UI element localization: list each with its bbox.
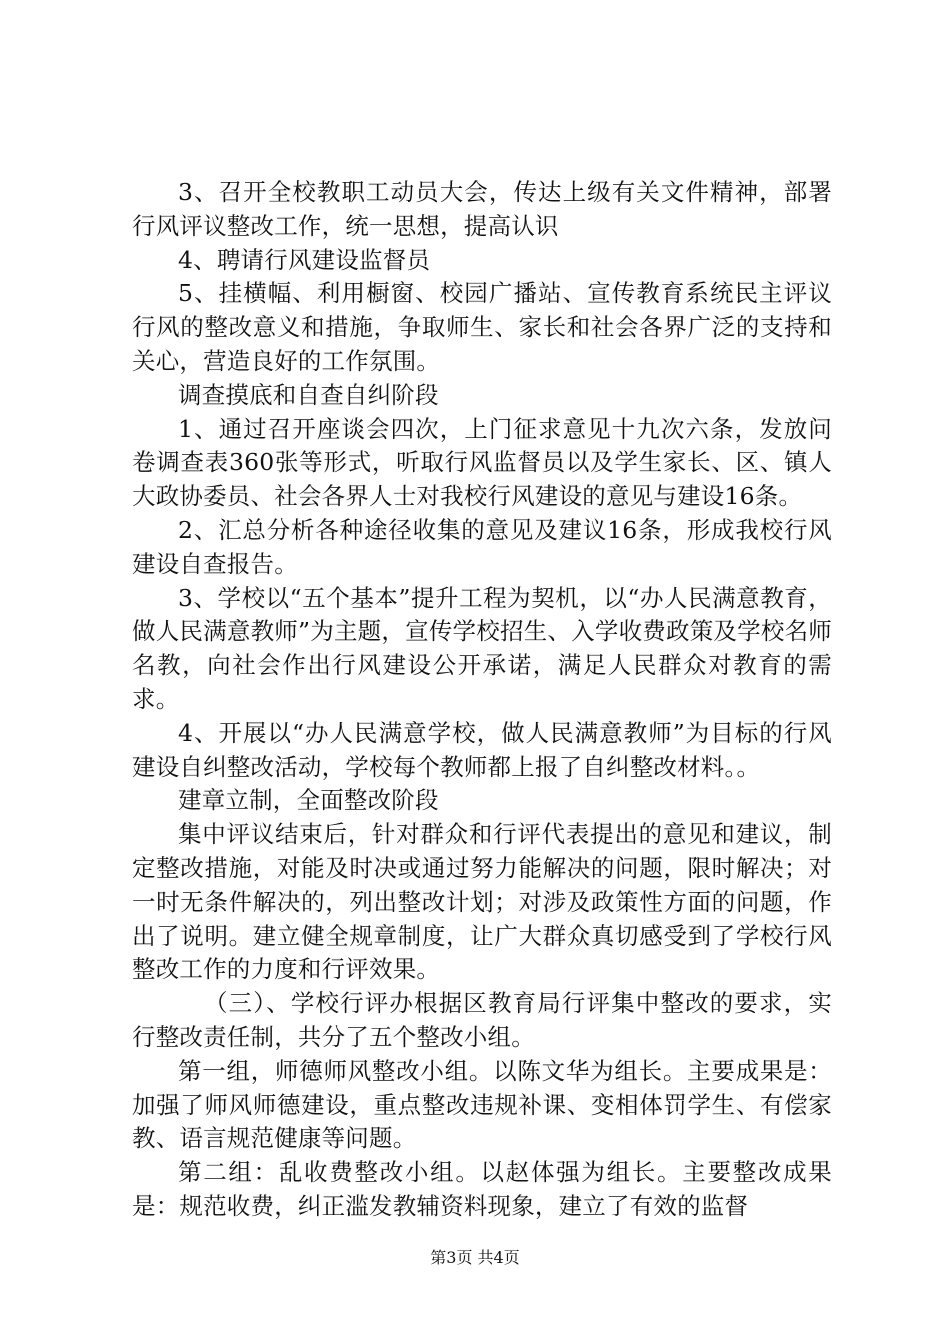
body-text — [132, 176, 832, 1224]
page-number-footer: 第3页 共4页 — [430, 1248, 520, 1267]
paragraph-group-two: 第二组：乱收费整改小组。以赵体强为组长。主要整改成果是：规范收费，纠正滥发教辅资料现象，建立了有效的监督 — [132, 1158, 832, 1220]
paragraph-group-one: 第一组，师德师风整改小组。以陈文华为组长。主要成果是：加强了师风师德建设，重点整改违规补课、变相体罚学生、有偿家教、语言规范健康等问题。 — [132, 1056, 832, 1153]
paragraph-item-5: 5、挂横幅、利用橱窗、校园广播站、宣传教育系统民主评议行风的整改意义和措施，争取师生、家长和社会各界广泛的支持和关心，营造良好的工作氛围。 — [132, 279, 832, 375]
paragraph-survey-2: 2、汇总分析各种途径收集的意见及建议16条，形成我校行风建设自查报告。 — [132, 515, 832, 578]
paragraph-part-three: （三）、学校行评办根据区教育局行评集中整改的要求，实行整改责任制，共分了五个整改小组。 — [132, 989, 832, 1051]
paragraph-survey-1: 1、通过召开座谈会四次，上门征求意见十九次六条，发放问卷调查表360张等形式，听取行风监督员以及学生家长、区、镇人大政协委员、社会各界人士对我校行风建设的意见与建设16条。 — [132, 414, 832, 511]
paragraph-item-3: 3、召开全校教职工动员大会，传达上级有关文件精神，部署行风评议整改工作，统一思想，提高认识 — [132, 178, 832, 240]
paragraph-rectify: 集中评议结束后，针对群众和行评代表提出的意见和建议，制定整改措施，对能及时决或通过努力能解决的问题，限时解决；对一时无条件解决的，列出整改计划；对涉及政策性方面的问题，作出了说明。建立健全规章制度，让广大群众真切感受到了学校行风整改工作的力度和行评效果。 — [132, 820, 832, 984]
paragraph-survey-3: 3、学校以“五个基本”提升工程为契机，以“办人民满意教育，做人民满意教师”为主题，宣传学校招生、入学收费政策及学校名师名教，向社会作出行风建设公开承诺，满足人民群众对教育的需求。 — [132, 583, 832, 713]
section-heading-rectify: 建章立制，全面整改阶段 — [178, 786, 439, 815]
paragraph-item-4: 4、聘请行风建设监督员 — [178, 245, 431, 274]
section-heading-survey: 调查摸底和自查自纠阶段 — [178, 380, 439, 409]
paragraph-survey-4: 4、开展以“办人民满意学校，做人民满意教师”为目标的行风建设自纠整改活动，学校每个教师都上报了自纠整改材料。。 — [132, 718, 832, 781]
